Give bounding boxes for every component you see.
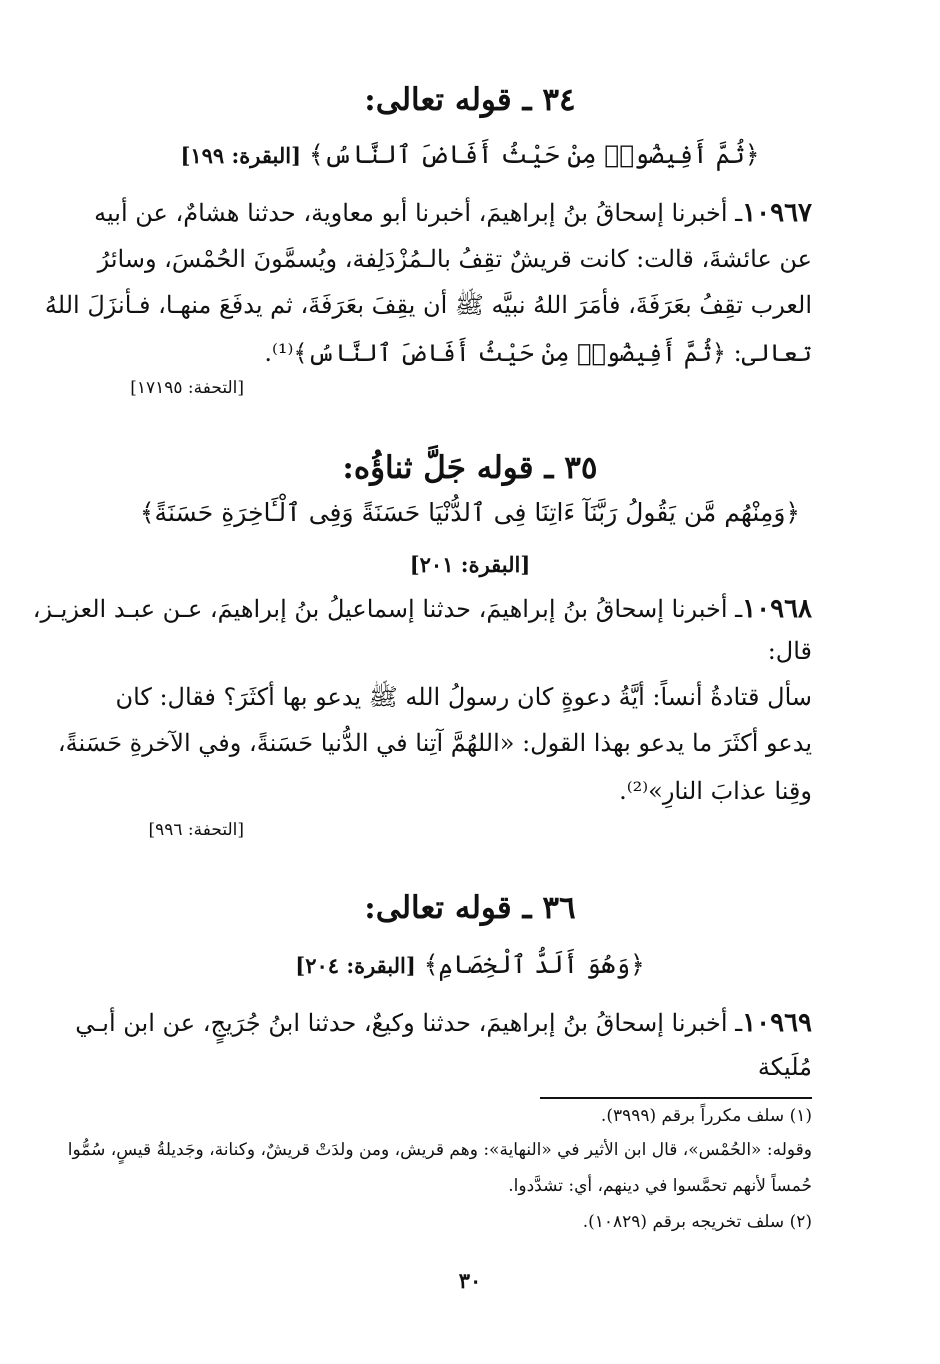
surah-reference: [البقرة: ٢٠٤] bbox=[295, 953, 416, 978]
tuhfa-reference: [التحفة: ١٧١٩٥] bbox=[130, 378, 244, 398]
hadith-line: العرب تقِفُ بعَرَفَةَ، فأمَرَ اللهُ نبيَّه ﷺ أن يقِفَ بعَرَفَةَ، ثم يدفَعَ منهـا، فـأنزَلَ اللهُ bbox=[44, 291, 812, 319]
hadith-line: قال: bbox=[767, 637, 812, 665]
verse-text: ﴿ثُمَّ أَفِيضُوا۟ مِنْ حَيْثُ أَفَاضَ ٱلنَّاسُ﴾ bbox=[308, 140, 760, 169]
footnote: (١) سلف مكرراً برقم (٣٩٩٩). bbox=[600, 1106, 812, 1126]
section-heading-34: ٣٤ ـ قوله تعالى: bbox=[364, 82, 576, 118]
hadith-number: ١٠٩٦٧ bbox=[742, 198, 812, 228]
hadith-line: مُلَيكة bbox=[757, 1053, 812, 1081]
footnote: (٢) سلف تخريجه برقم (١٠٨٢٩). bbox=[582, 1212, 812, 1232]
section-heading-35: ٣٥ ـ قوله جَلَّ ثناؤُه: bbox=[342, 450, 598, 486]
hadith-text: ـ أخبرنا إسحاقُ بنُ إبراهيمَ، حدثنا وكيعٌ، حدثنا ابنُ جُرَيجٍ، عن ابن أبـي bbox=[75, 1009, 743, 1037]
page-number: ٣٠ bbox=[458, 1268, 482, 1293]
quran-verse-201: ﴿وَمِنْهُم مَّن يَقُولُ رَبَّنَآ ءَاتِنَا فِى ٱلدُّنْيَا حَسَنَةً وَفِى ٱلْـَٔاخِرَةِ حَسَنَةً﴾ bbox=[139, 498, 801, 527]
hadith-number: ١٠٩٦٨ bbox=[742, 594, 812, 624]
hadith-text: ـ أخبرنا إسحاقُ بنُ إبراهيمَ، أخبرنا أبو معاوية، حدثنا هشامٌ، عن أبيه bbox=[94, 199, 743, 227]
surah-reference: [البقرة: ١٩٩] bbox=[180, 143, 301, 168]
verse-text: ﴿وَهُوَ أَلَدُّ ٱلْخِصَامِ﴾ bbox=[423, 950, 645, 979]
hadith-line: تعالى: ﴿ثُمَّ أَفِيضُوا۟ مِنْ حَيْثُ أَفَاضَ ٱلنَّاسُ﴾⁽¹⁾. bbox=[264, 339, 812, 367]
footnote: حُمساً لأنهم تحمَّسوا في دينهم، أي: تشدَّدوا. bbox=[508, 1176, 812, 1196]
surah-reference: [البقرة: ٢٠١] bbox=[409, 552, 531, 577]
hadith-line: سأل قتادةُ أنساً: أيَّةُ دعوةٍ كان رسولُ الله ﷺ يدعو بها أكثَرَ؟ فقال: كان bbox=[115, 683, 812, 711]
footnote-divider bbox=[540, 1097, 812, 1099]
hadith-number: ١٠٩٦٩ bbox=[742, 1008, 812, 1038]
hadith-line: وقِنا عذابَ النارِ»⁽²⁾. bbox=[619, 777, 812, 805]
section-heading-36: ٣٦ ـ قوله تعالى: bbox=[364, 890, 576, 926]
tuhfa-reference: [التحفة: ٩٩٦] bbox=[148, 820, 244, 840]
hadith-text: ـ أخبرنا إسحاقُ بنُ إبراهيمَ، حدثنا إسماعيلُ بنُ إبراهيمَ، عـن عبـد العزيـز، bbox=[32, 595, 743, 623]
footnote: وقوله: «الحُمْس»، قال ابن الأثير في «النهاية»: وهم قريش، ومن ولدَتْ قريشٌ، وكنانة، وجَديلةُ قيسٍ، سُمُّوا bbox=[67, 1140, 812, 1160]
hadith-line: يدعو أكثَرَ ما يدعو بهذا القول: «اللهُمَّ آتِنا في الدُّنيا حَسَنةً، وفي الآخرةِ حَسَنةً، bbox=[57, 729, 812, 757]
quran-verse-204 bbox=[0, 950, 940, 979]
quran-verse-199 bbox=[0, 140, 940, 169]
hadith-line: عن عائشةَ، قالت: كانت قريشٌ تقِفُ بالـمُزْدَلِفة، ويُسمَّونَ الحُمْسَ، وسائرُ bbox=[97, 245, 812, 273]
